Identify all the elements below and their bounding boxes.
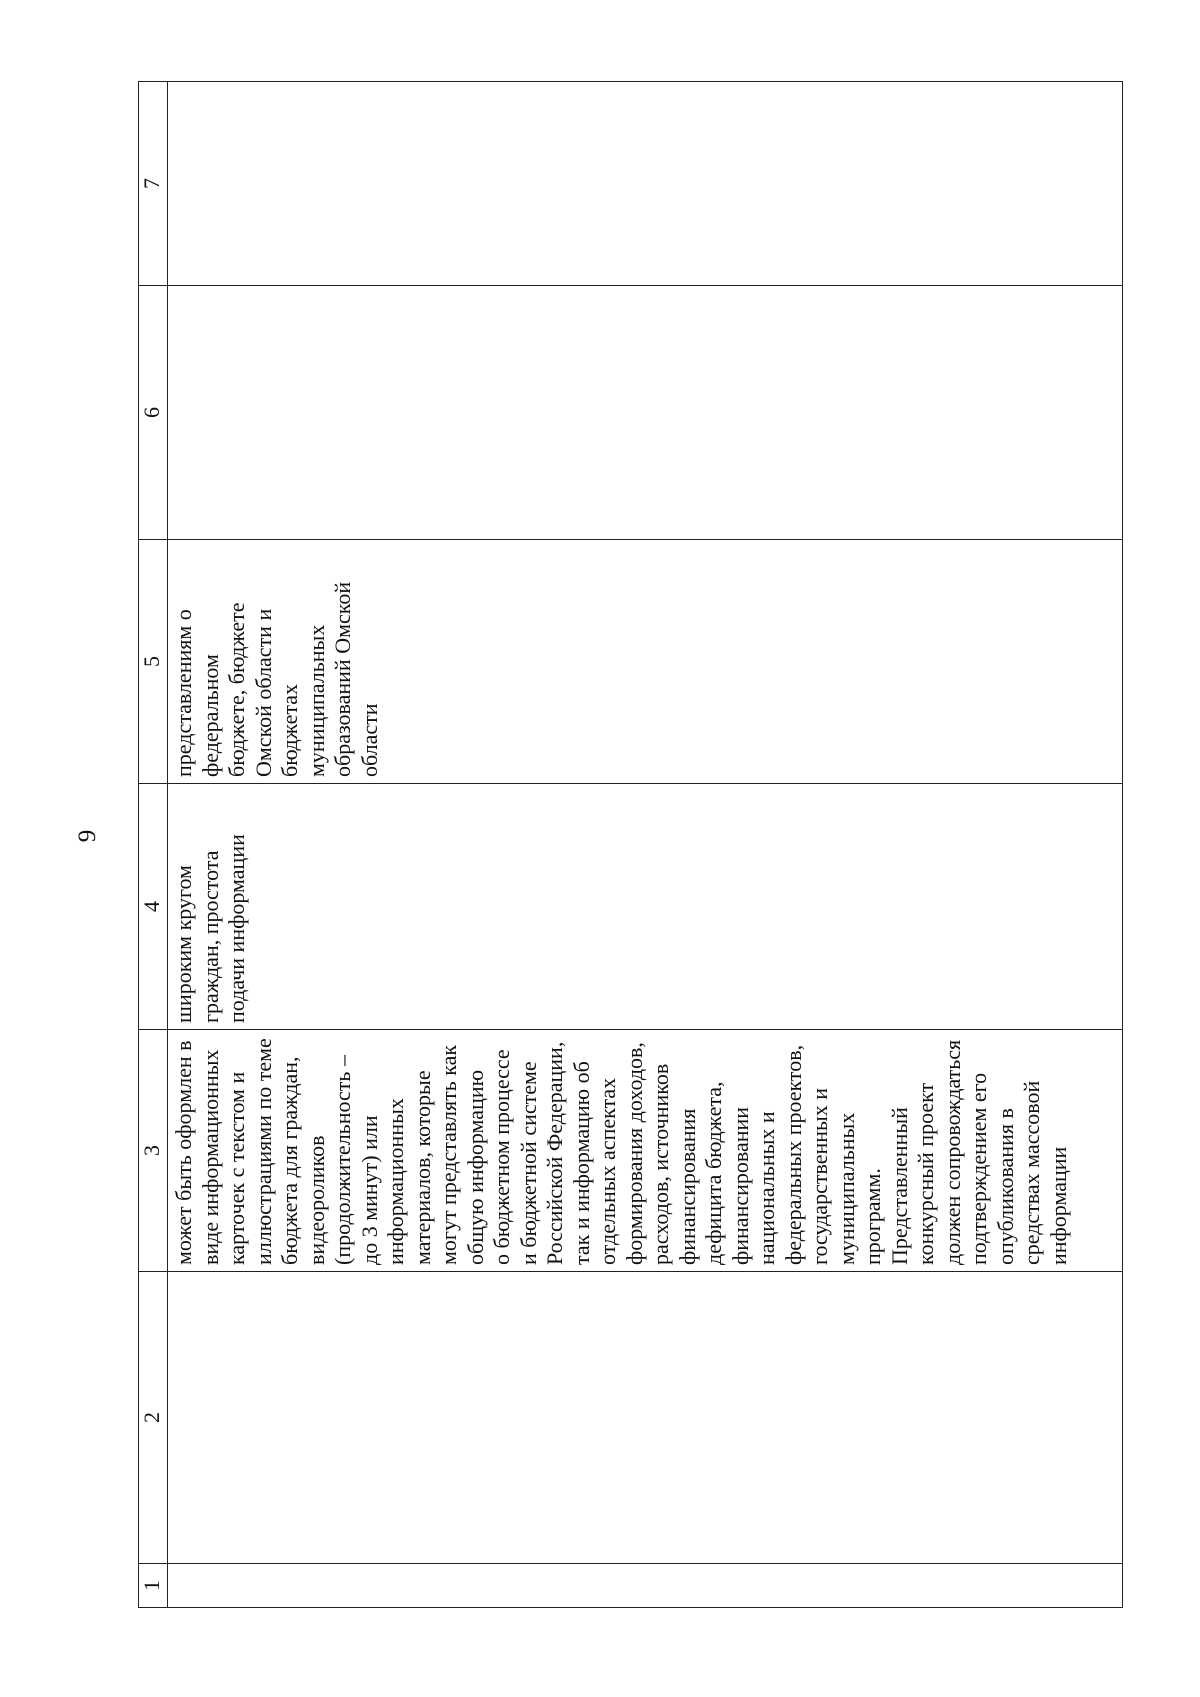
cell-text-line: подтверждением его <box>966 1072 991 1265</box>
cell-col2 <box>168 1272 1123 1564</box>
cell-text-line: так и информацию об <box>568 1061 594 1265</box>
cell-text-line: могут представлять как <box>436 1044 461 1265</box>
column-header-4: 4 <box>139 784 168 1030</box>
cell-text-line: бюджете, бюджете <box>224 602 249 777</box>
cell-text-line: национальных и <box>754 1111 779 1265</box>
cell-text-line: информации <box>1045 1146 1071 1265</box>
cell-text-line: Представленный <box>886 1107 912 1265</box>
column-header-5: 5 <box>139 540 168 784</box>
cell-text-line: общую информацию <box>462 1069 488 1265</box>
cell-text-line: муниципальных <box>303 624 329 777</box>
header-row <box>139 82 168 1608</box>
cell-text-line: федеральных проектов, <box>780 1044 806 1265</box>
cell-col4 <box>168 784 1123 1030</box>
cell-text-line: представлениям о <box>171 609 196 777</box>
cell-text-line: Омской области и <box>250 608 276 777</box>
cell-text-line: формирования доходов, <box>621 1042 647 1265</box>
rotated-table-wrapper <box>138 82 1123 1608</box>
cell-text-line: до 3 минут) или <box>356 1115 382 1265</box>
cell-text-line: опубликования в <box>992 1108 1018 1265</box>
cell-text-line: виде информационных <box>197 1049 223 1265</box>
cell-text-line: образований Омской <box>330 581 355 777</box>
cell-text-line: бюджетах <box>277 683 302 777</box>
column-header-6: 6 <box>139 286 168 540</box>
cell-text-line: области <box>356 703 382 777</box>
cell-col6 <box>168 286 1123 540</box>
cell-text-line: отдельных аспектах <box>595 1077 620 1265</box>
column-header-7: 7 <box>139 82 168 286</box>
cell-text-line: финансирования <box>674 1108 700 1265</box>
cell-text-line: (продолжительность – <box>330 1055 355 1265</box>
cell-text-line: и бюджетной системе <box>515 1061 541 1265</box>
cell-text-line: карточек с текстом и <box>224 1071 249 1265</box>
criteria-table <box>138 81 1123 1608</box>
cell-text-line: муниципальных <box>833 1112 859 1265</box>
table-row <box>168 82 1123 1608</box>
cell-text-line: программ. <box>860 1168 885 1265</box>
cell-text-line: конкурсный проект <box>913 1082 938 1265</box>
cell-text-line: бюджета для граждан, <box>277 1056 302 1265</box>
cell-text-line: может быть оформлен в <box>171 1040 196 1265</box>
cell-text-line: подачи информации <box>224 834 249 1023</box>
column-header-3: 3 <box>139 1030 168 1272</box>
cell-text-line: должен сопровождаться <box>939 1039 965 1265</box>
cell-text-line: иллюстрациями по теме <box>250 1038 276 1265</box>
cell-text-line: широким кругом <box>171 865 196 1023</box>
cell-text-line: финансировании <box>727 1106 753 1265</box>
cell-col7 <box>168 82 1123 286</box>
cell-text-line: средствах массовой <box>1019 1080 1044 1265</box>
cell-text-line: граждан, простота <box>197 850 223 1023</box>
cell-text-line: о бюджетном процессе <box>489 1049 514 1265</box>
cell-col5 <box>168 540 1123 784</box>
cell-col1 <box>168 1564 1123 1608</box>
cell-text-line: материалов, которые <box>409 1070 435 1265</box>
cell-text-line: Российской Федерации, <box>542 1041 567 1265</box>
cell-text-line: расходов, источников <box>648 1063 673 1265</box>
cell-text-line: информационных <box>383 1098 408 1265</box>
cell-text-line: государственных и <box>807 1087 832 1265</box>
page-number: 9 <box>74 829 101 843</box>
cell-text-line: видеороликов <box>303 1135 329 1265</box>
column-header-1: 1 <box>139 1564 168 1608</box>
column-header-2: 2 <box>139 1272 168 1564</box>
cell-text-line: дефицита бюджета, <box>701 1081 726 1265</box>
cell-text-line: федеральном <box>197 654 223 777</box>
cell-col3 <box>168 1030 1123 1272</box>
